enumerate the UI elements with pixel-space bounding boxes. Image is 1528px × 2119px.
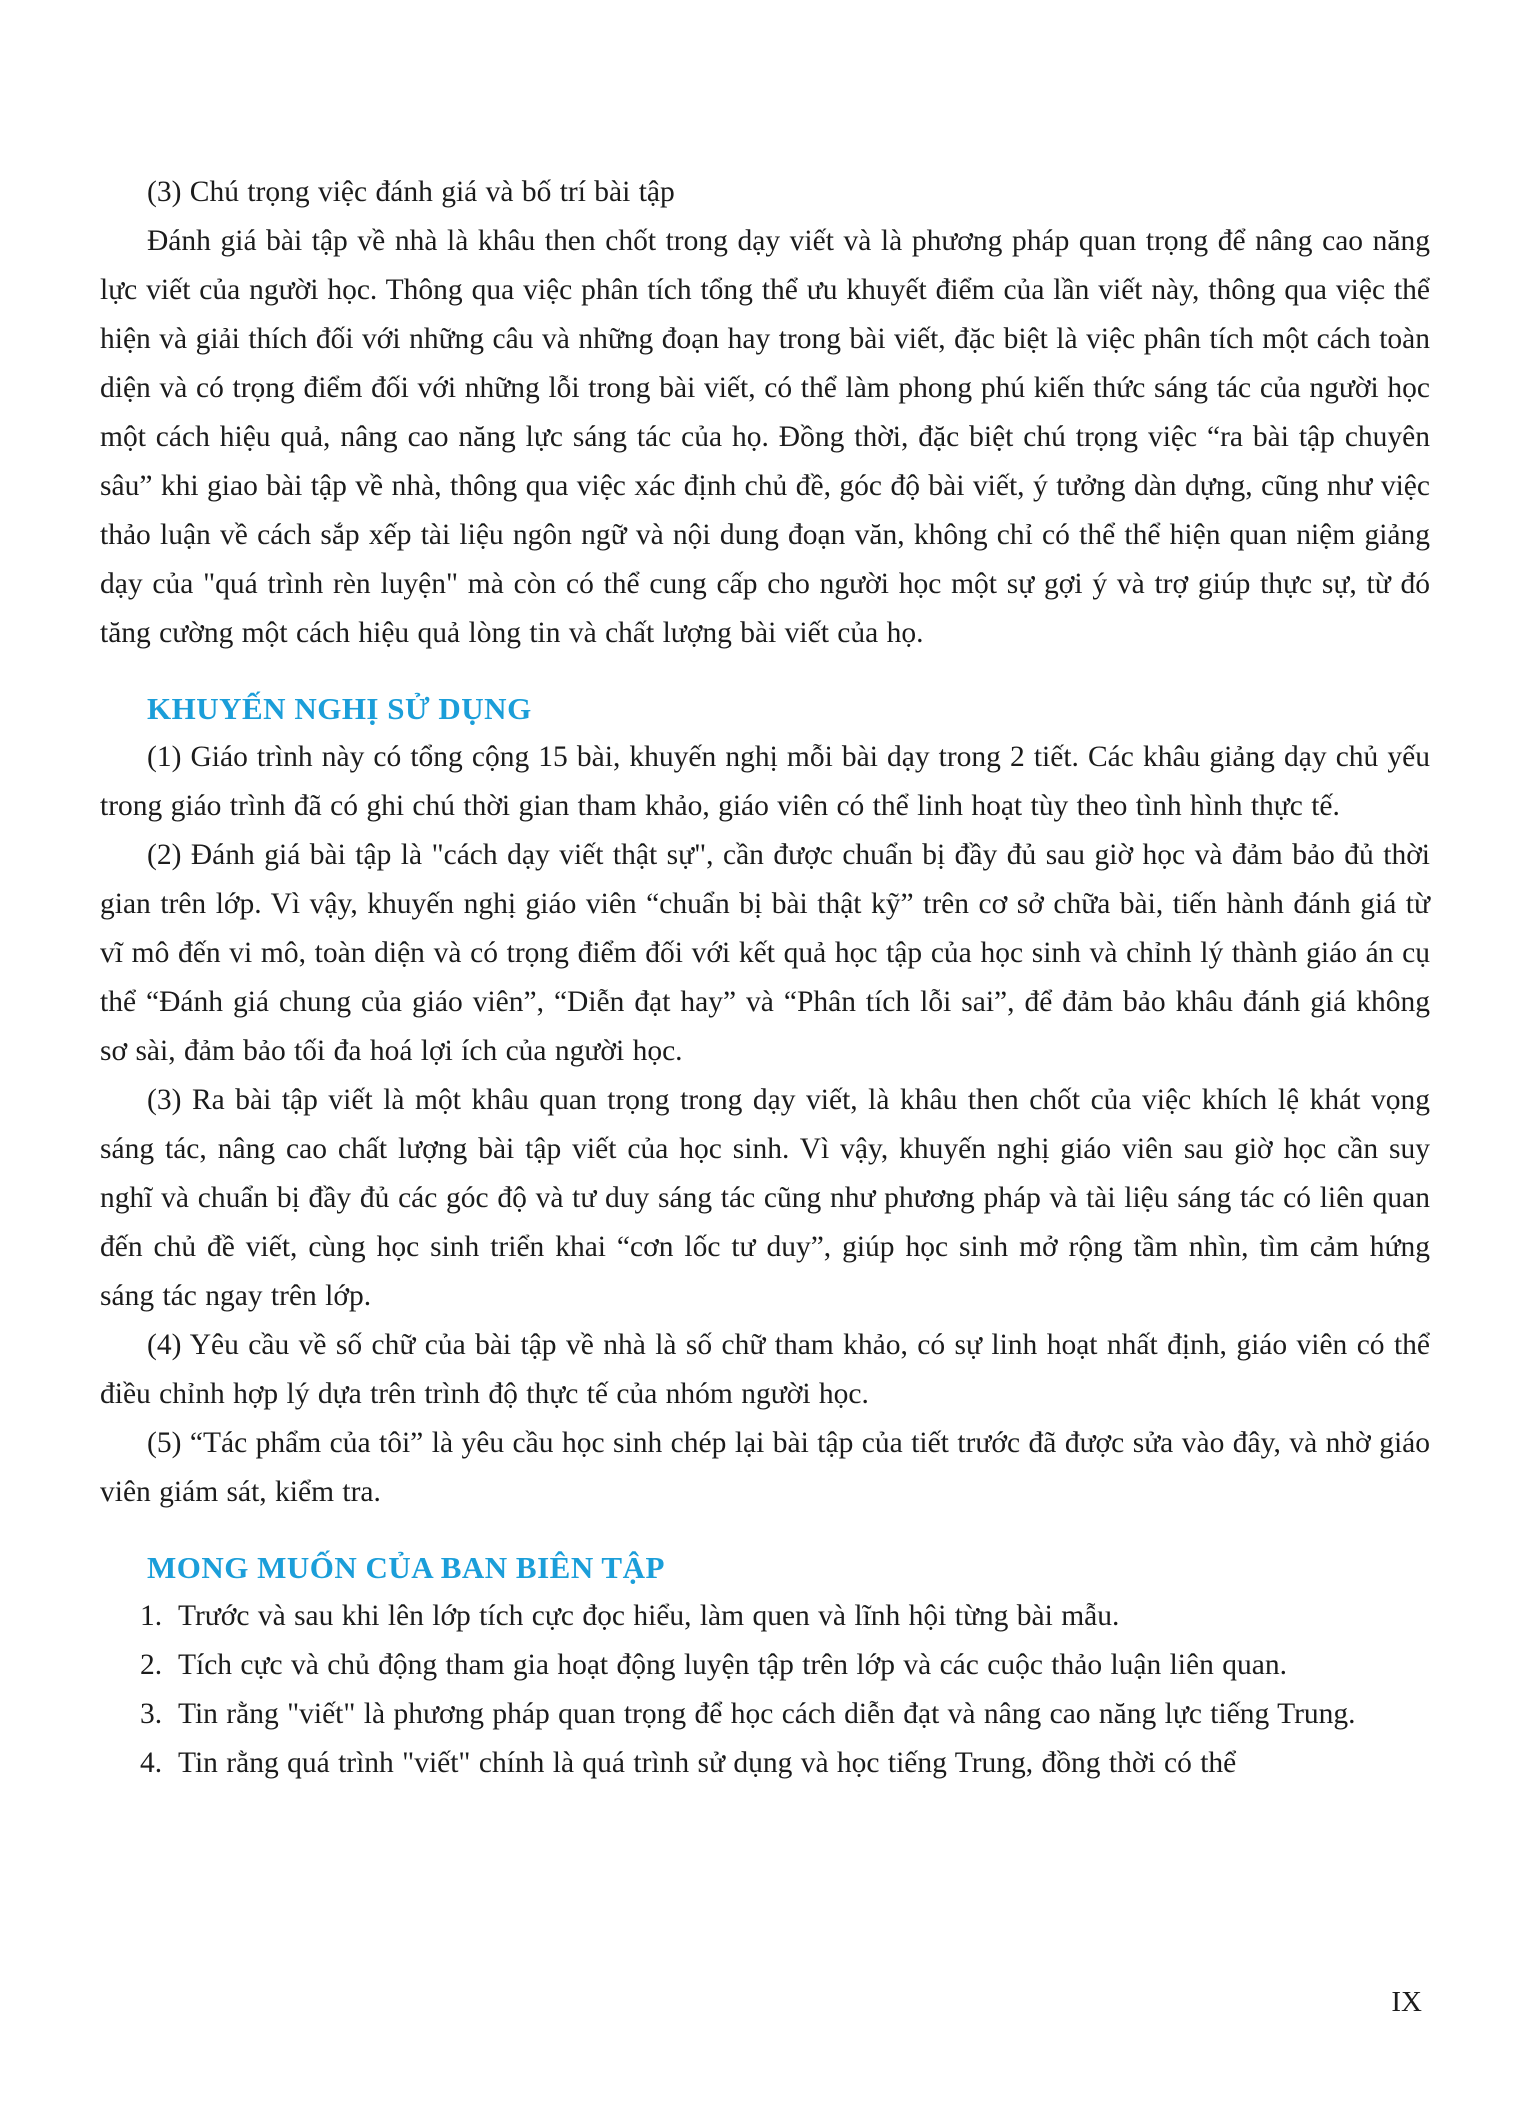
recommendation-paragraph-1: (1) Giáo trình này có tổng cộng 15 bài, khuyến nghị mỗi bài dạy trong 2 tiết. Các khâu giảng dạy chủ yếu trong giáo trình đã có ghi chú thời gian tham khảo, giáo viên có thể linh hoạt tùy theo tình hình thực tế. <box>100 741 1430 822</box>
intro-title: (3) Chú trọng việc đánh giá và bố trí bài tập <box>147 176 675 208</box>
recommendation-paragraph-5: (5) “Tác phẩm của tôi” là yêu cầu học sinh chép lại bài tập của tiết trước đã được sửa vào đây, và nhờ giáo viên giám sát, kiểm tra. <box>100 1427 1430 1508</box>
wish-item-4 <box>140 1739 1430 1788</box>
section-heading-recommendations: KHUYẾN NGHỊ SỬ DỤNG <box>147 691 532 726</box>
wish-item-1 <box>140 1592 1430 1641</box>
wish-item-3 <box>140 1690 1430 1739</box>
intro-paragraph: Đánh giá bài tập về nhà là khâu then chốt trong dạy viết và là phương pháp quan trọng để nâng cao năng lực viết của người học. Thông qua việc phân tích tổng thể ưu khuyết điểm của lần viết này, thông qua việc thể hiện và giải thích đối với những câu và những đoạn hay trong bài viết, đặc biệt là việc phân tích một cách toàn diện và có trọng điểm đối với những lỗi trong bài viết, có thể làm phong phú kiến thức sáng tác của người học một cách hiệu quả, nâng cao năng lực sáng tác của họ. Đồng thời, đặc biệt chú trọng việc “ra bài tập chuyên sâu” khi giao bài tập về nhà, thông qua việc xác định chủ đề, góc độ bài viết, ý tưởng dàn dựng, cũng như việc thảo luận về cách sắp xếp tài liệu ngôn ngữ và nội dung đoạn văn, không chỉ có thể thể hiện quan niệm giảng dạy của "quá trình rèn luyện" mà còn có thể cung cấp cho người học một sự gợi ý và trợ giúp thực sự, từ đó tăng cường một cách hiệu quả lòng tin và chất lượng bài viết của họ. <box>100 225 1430 649</box>
wish-text-1: Trước và sau khi lên lớp tích cực đọc hiểu, làm quen và lĩnh hội từng bài mẫu. <box>178 1600 1120 1632</box>
wish-number-3: 3. <box>140 1698 163 1730</box>
wish-number-4: 4. <box>140 1747 163 1779</box>
wish-text-3: Tin rằng "viết" là phương pháp quan trọng để học cách diễn đạt và nâng cao năng lực tiếng Trung. <box>178 1698 1356 1730</box>
wish-text-4: Tin rằng quá trình "viết" chính là quá trình sử dụng và học tiếng Trung, đồng thời có thể <box>178 1747 1237 1779</box>
page-content <box>100 168 1430 1788</box>
wish-number-2: 2. <box>140 1649 163 1681</box>
wish-item-2 <box>140 1641 1430 1690</box>
recommendation-paragraph-4: (4) Yêu cầu về số chữ của bài tập về nhà là số chữ tham khảo, có sự linh hoạt nhất định, giáo viên có thể điều chỉnh hợp lý dựa trên trình độ thực tế của nhóm người học. <box>100 1329 1430 1410</box>
wish-list <box>100 1592 1430 1788</box>
page-number: IX <box>1391 1986 1422 2018</box>
wish-text-2: Tích cực và chủ động tham gia hoạt động luyện tập trên lớp và các cuộc thảo luận liên quan. <box>178 1649 1287 1681</box>
recommendation-paragraph-3: (3) Ra bài tập viết là một khâu quan trọng trong dạy viết, là khâu then chốt của việc khích lệ khát vọng sáng tác, nâng cao chất lượng bài tập viết của học sinh. Vì vậy, khuyến nghị giáo viên sau giờ học cần suy nghĩ và chuẩn bị đầy đủ các góc độ và tư duy sáng tác cũng như phương pháp và tài liệu sáng tác có liên quan đến chủ đề viết, cùng học sinh triển khai “cơn lốc tư duy”, giúp học sinh mở rộng tầm nhìn, tìm cảm hứng sáng tác ngay trên lớp. <box>100 1084 1430 1312</box>
section-heading-wishes: MONG MUỐN CỦA BAN BIÊN TẬP <box>147 1550 665 1585</box>
wish-number-1: 1. <box>140 1600 163 1632</box>
recommendation-paragraph-2: (2) Đánh giá bài tập là "cách dạy viết thật sự", cần được chuẩn bị đầy đủ sau giờ học và đảm bảo đủ thời gian trên lớp. Vì vậy, khuyến nghị giáo viên “chuẩn bị bài thật kỹ” trên cơ sở chữa bài, tiến hành đánh giá từ vĩ mô đến vi mô, toàn diện và có trọng điểm đối với kết quả học tập của học sinh và chỉnh lý thành giáo án cụ thể “Đánh giá chung của giáo viên”, “Diễn đạt hay” và “Phân tích lỗi sai”, để đảm bảo khâu đánh giá không sơ sài, đảm bảo tối đa hoá lợi ích của người học. <box>100 839 1430 1067</box>
